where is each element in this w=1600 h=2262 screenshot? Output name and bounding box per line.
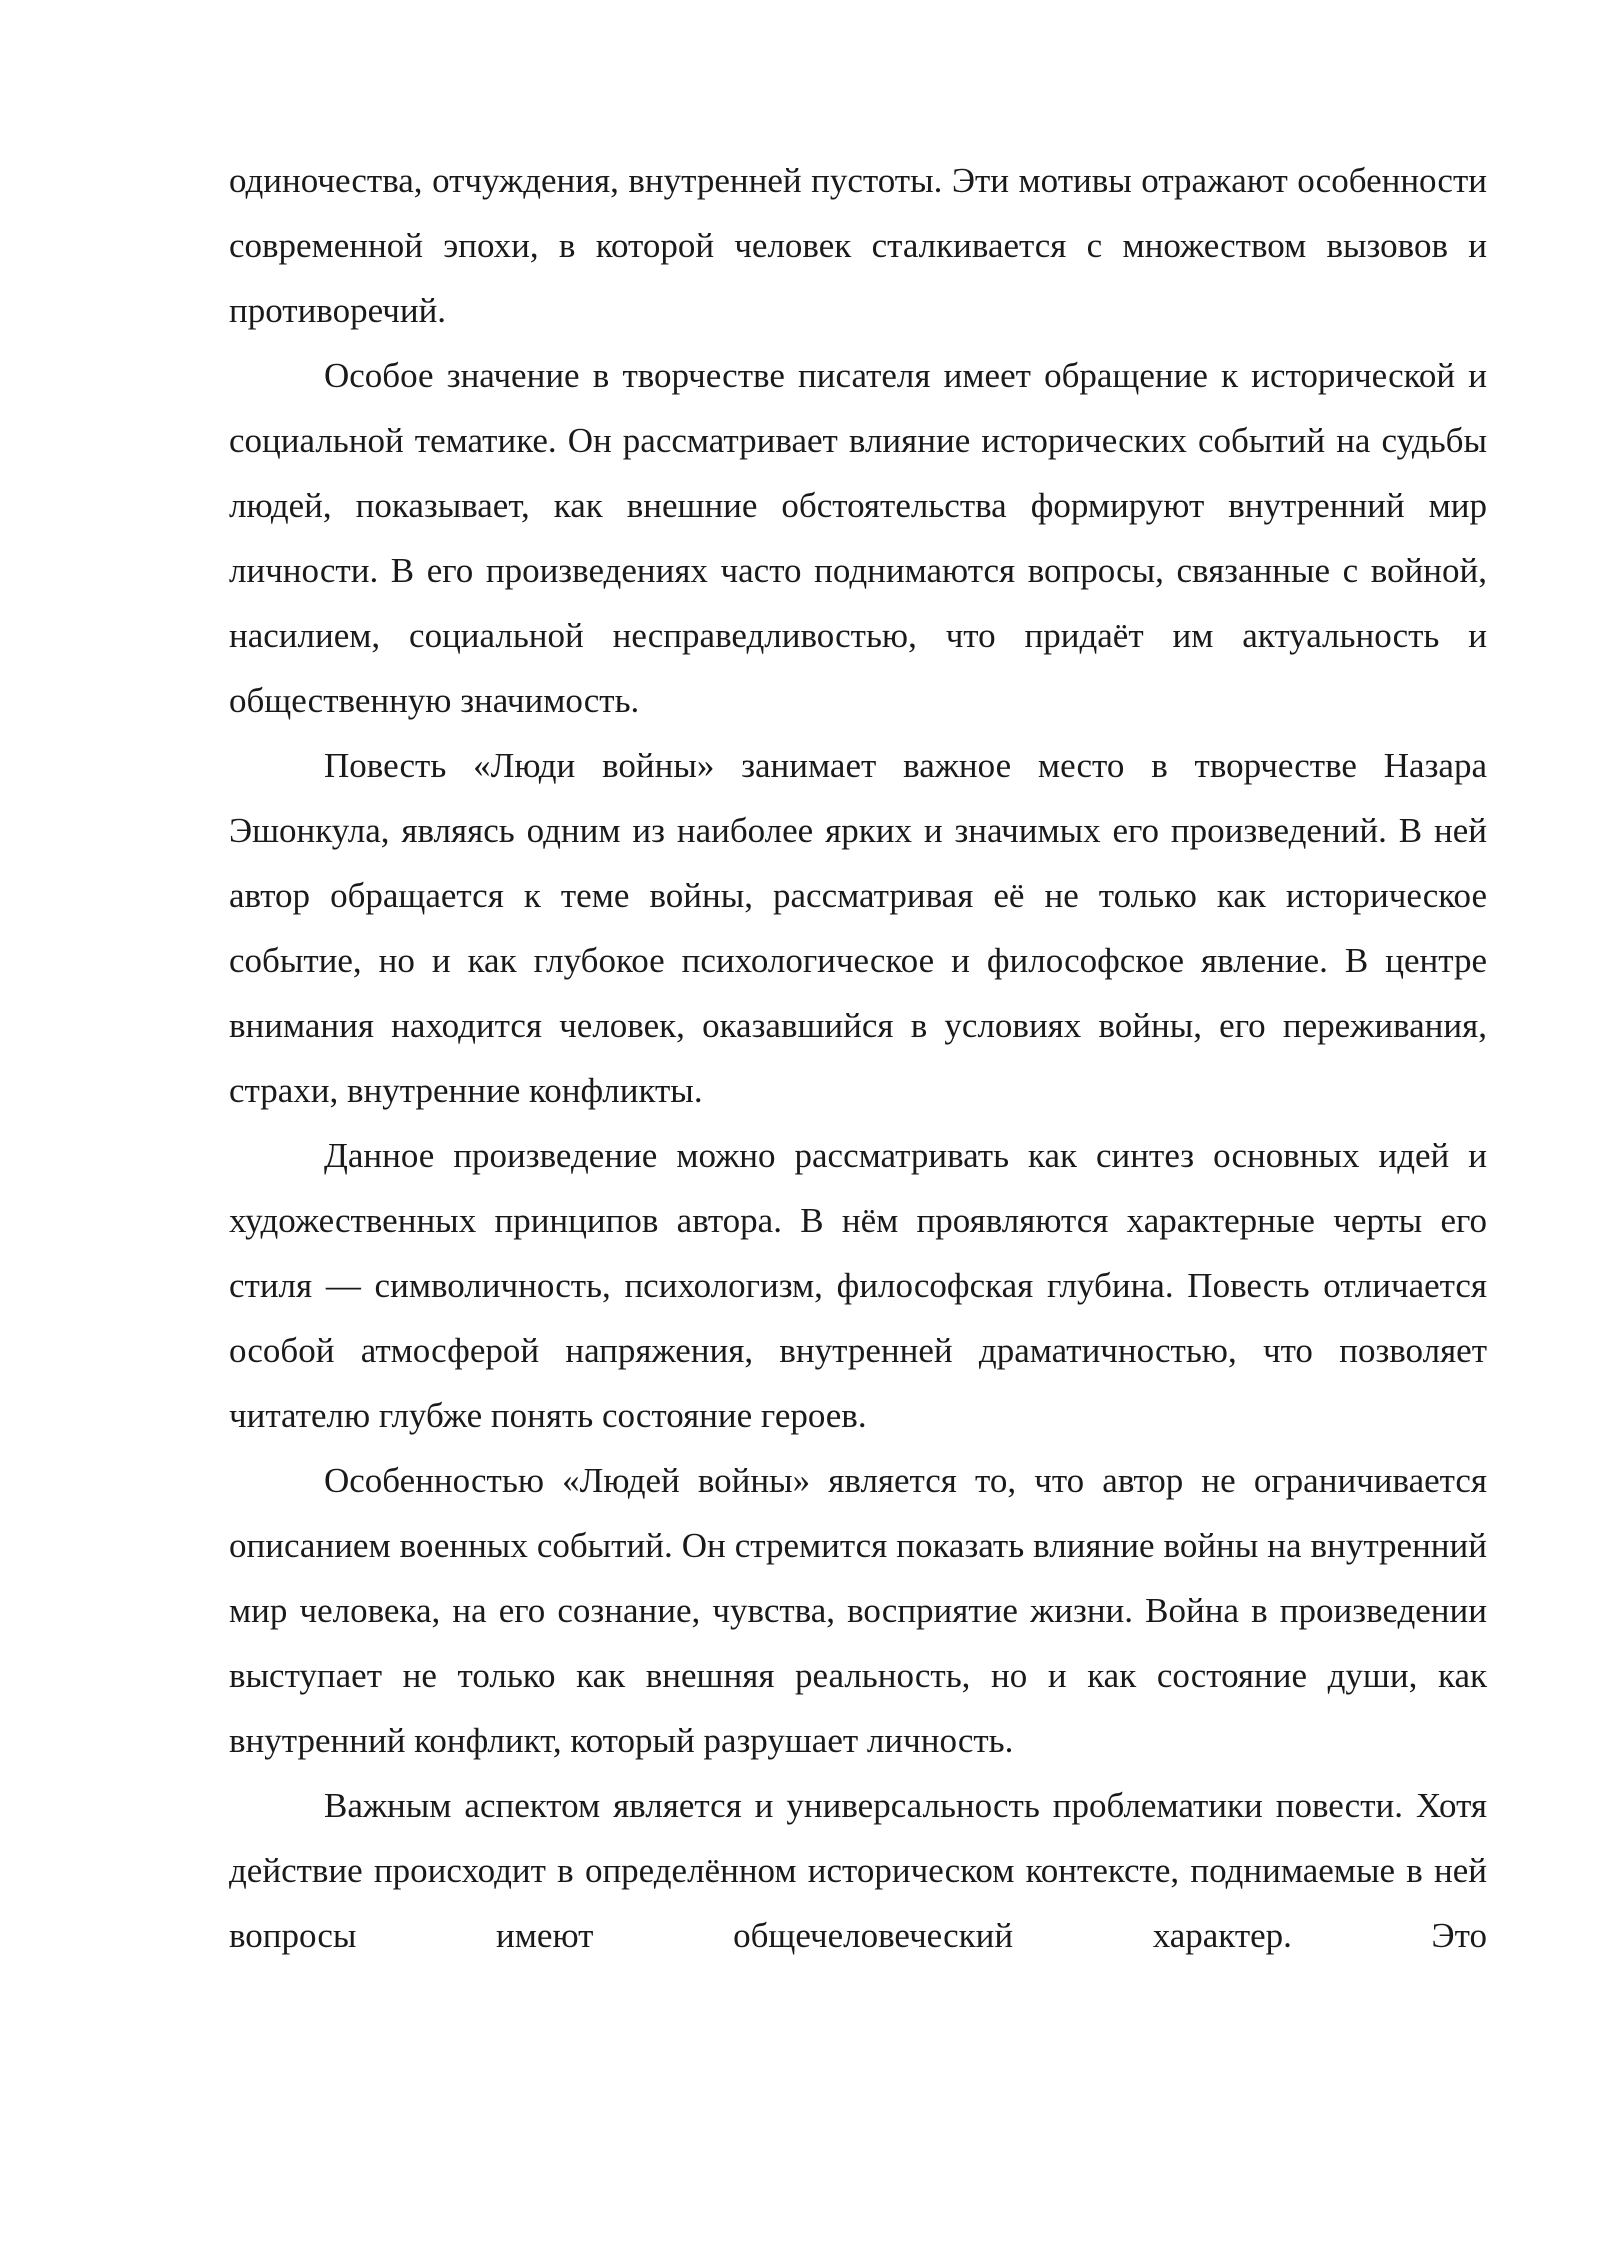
paragraph-3: Повесть «Люди войны» занимает важное место в творчестве Назара Эшонкула, являясь одним из наиболее ярких и значимых его произведений. В ней автор обращается к теме войны, рассматривая её не только как историческое событие, но и как глубокое психологическое и философское явление. В центре внимания находится человек, оказавшийся в условиях войны, его переживания, страхи, внутренние конфликты. bbox=[229, 746, 1487, 1110]
paragraph-5: Особенностью «Людей войны» является то, что автор не ограничивается описанием военных событий. Он стремится показать влияние войны на внутренний мир человека, на его сознание, чувства, восприятие жизни. Война в произведении выступает не только как внешняя реальность, но и как состояние души, как внутренний конфликт, который разрушает личность. bbox=[229, 1461, 1487, 1760]
paragraph-1: одиночества, отчуждения, внутренней пустоты. Эти мотивы отражают особенности современной эпохи, в которой человек сталкивается с множеством вызовов и противоречий. bbox=[229, 161, 1487, 330]
paragraph-4: Данное произведение можно рассматривать как синтез основных идей и художественных принципов автора. В нём проявляются характерные черты его стиля — символичность, психологизм, философская глубина. Повесть отличается особой атмосферой напряжения, внутренней драматичностью, что позволяет читателю глубже понять состояние героев. bbox=[229, 1136, 1487, 1435]
document-body bbox=[229, 148, 1487, 1968]
paragraph-6: Важным аспектом является и универсальность проблематики повести. Хотя действие происходит в определённом историческом контексте, поднимаемые в ней вопросы имеют общечеловеческий характер. Это bbox=[229, 1786, 1487, 1955]
paragraph-2: Особое значение в творчестве писателя имеет обращение к исторической и социальной тематике. Он рассматривает влияние исторических событий на судьбы людей, показывает, как внешние обстоятельства формируют внутренний мир личности. В его произведениях часто поднимаются вопросы, связанные с войной, насилием, социальной несправедливостью, что придаёт им актуальность и общественную значимость. bbox=[229, 356, 1487, 720]
